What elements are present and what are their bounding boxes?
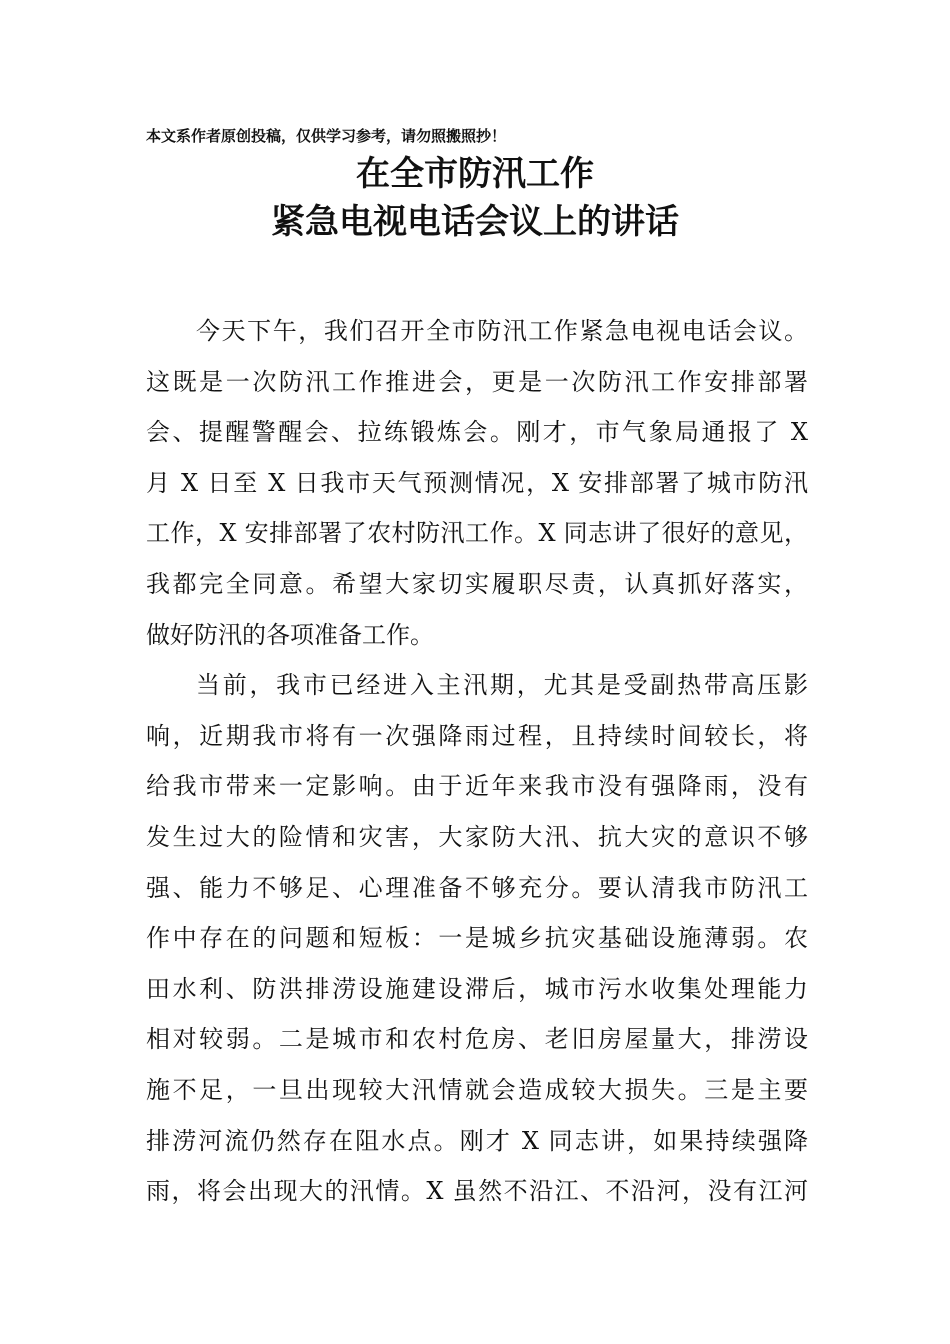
- document-title-line-1: 在全市防汛工作: [356, 154, 594, 194]
- text-line: 这既是一次防汛工作推进会，更是一次防汛工作安排部署: [146, 367, 808, 396]
- text-line: 排涝河流仍然存在阻水点。刚才 X 同志讲，如果持续强降: [146, 1126, 808, 1155]
- text-line: 相对较弱。二是城市和农村危房、老旧房屋量大，排涝设: [146, 1025, 808, 1054]
- text-line: 强、能力不够足、心理准备不够充分。要认清我市防汛工: [146, 873, 808, 902]
- text-line: 作中存在的问题和短板：一是城乡抗灾基础设施薄弱。农: [146, 924, 808, 953]
- text-line: 会、提醒警醒会、拉练锻炼会。刚才，市气象局通报了 X: [146, 418, 808, 447]
- text-line: 我都完全同意。希望大家切实履职尽责，认真抓好落实，: [146, 569, 808, 598]
- speech-body: [146, 306, 808, 1217]
- text-line: 施不足，一旦出现较大汛情就会造成较大损失。三是主要: [146, 1075, 808, 1104]
- text-line: 当前，我市已经进入主汛期，尤其是受副热带高压影: [196, 671, 808, 700]
- text-line: 今天下午，我们召开全市防汛工作紧急电视电话会议。: [196, 317, 808, 345]
- text-line: 雨，将会出现大的汛情。X 虽然不沿江、不沿河，没有江河: [146, 1177, 808, 1206]
- text-line: 田水利、防洪排涝设施建设滞后，城市污水收集处理能力: [146, 974, 808, 1003]
- text-line: 工作，X 安排部署了农村防汛工作。X 同志讲了很好的意见，: [146, 519, 808, 548]
- text-line: 发生过大的险情和灾害，大家防大汛、抗大灾的意识不够: [146, 822, 808, 851]
- text-line: 响，近期我市将有一次强降雨过程，且持续时间较长，将: [146, 721, 808, 750]
- text-line: 月 X 日至 X 日我市天气预测情况，X 安排部署了城市防汛: [146, 468, 808, 497]
- disclaimer-note: 本文系作者原创投稿，仅供学习参考，请勿照搬照抄！: [146, 127, 507, 145]
- text-line: 做好防汛的各项准备工作。: [146, 620, 434, 649]
- document-title-line-2: 紧急电视电话会议上的讲话: [271, 202, 679, 242]
- text-line: 给我市带来一定影响。由于近年来我市没有强降雨，没有: [146, 772, 808, 801]
